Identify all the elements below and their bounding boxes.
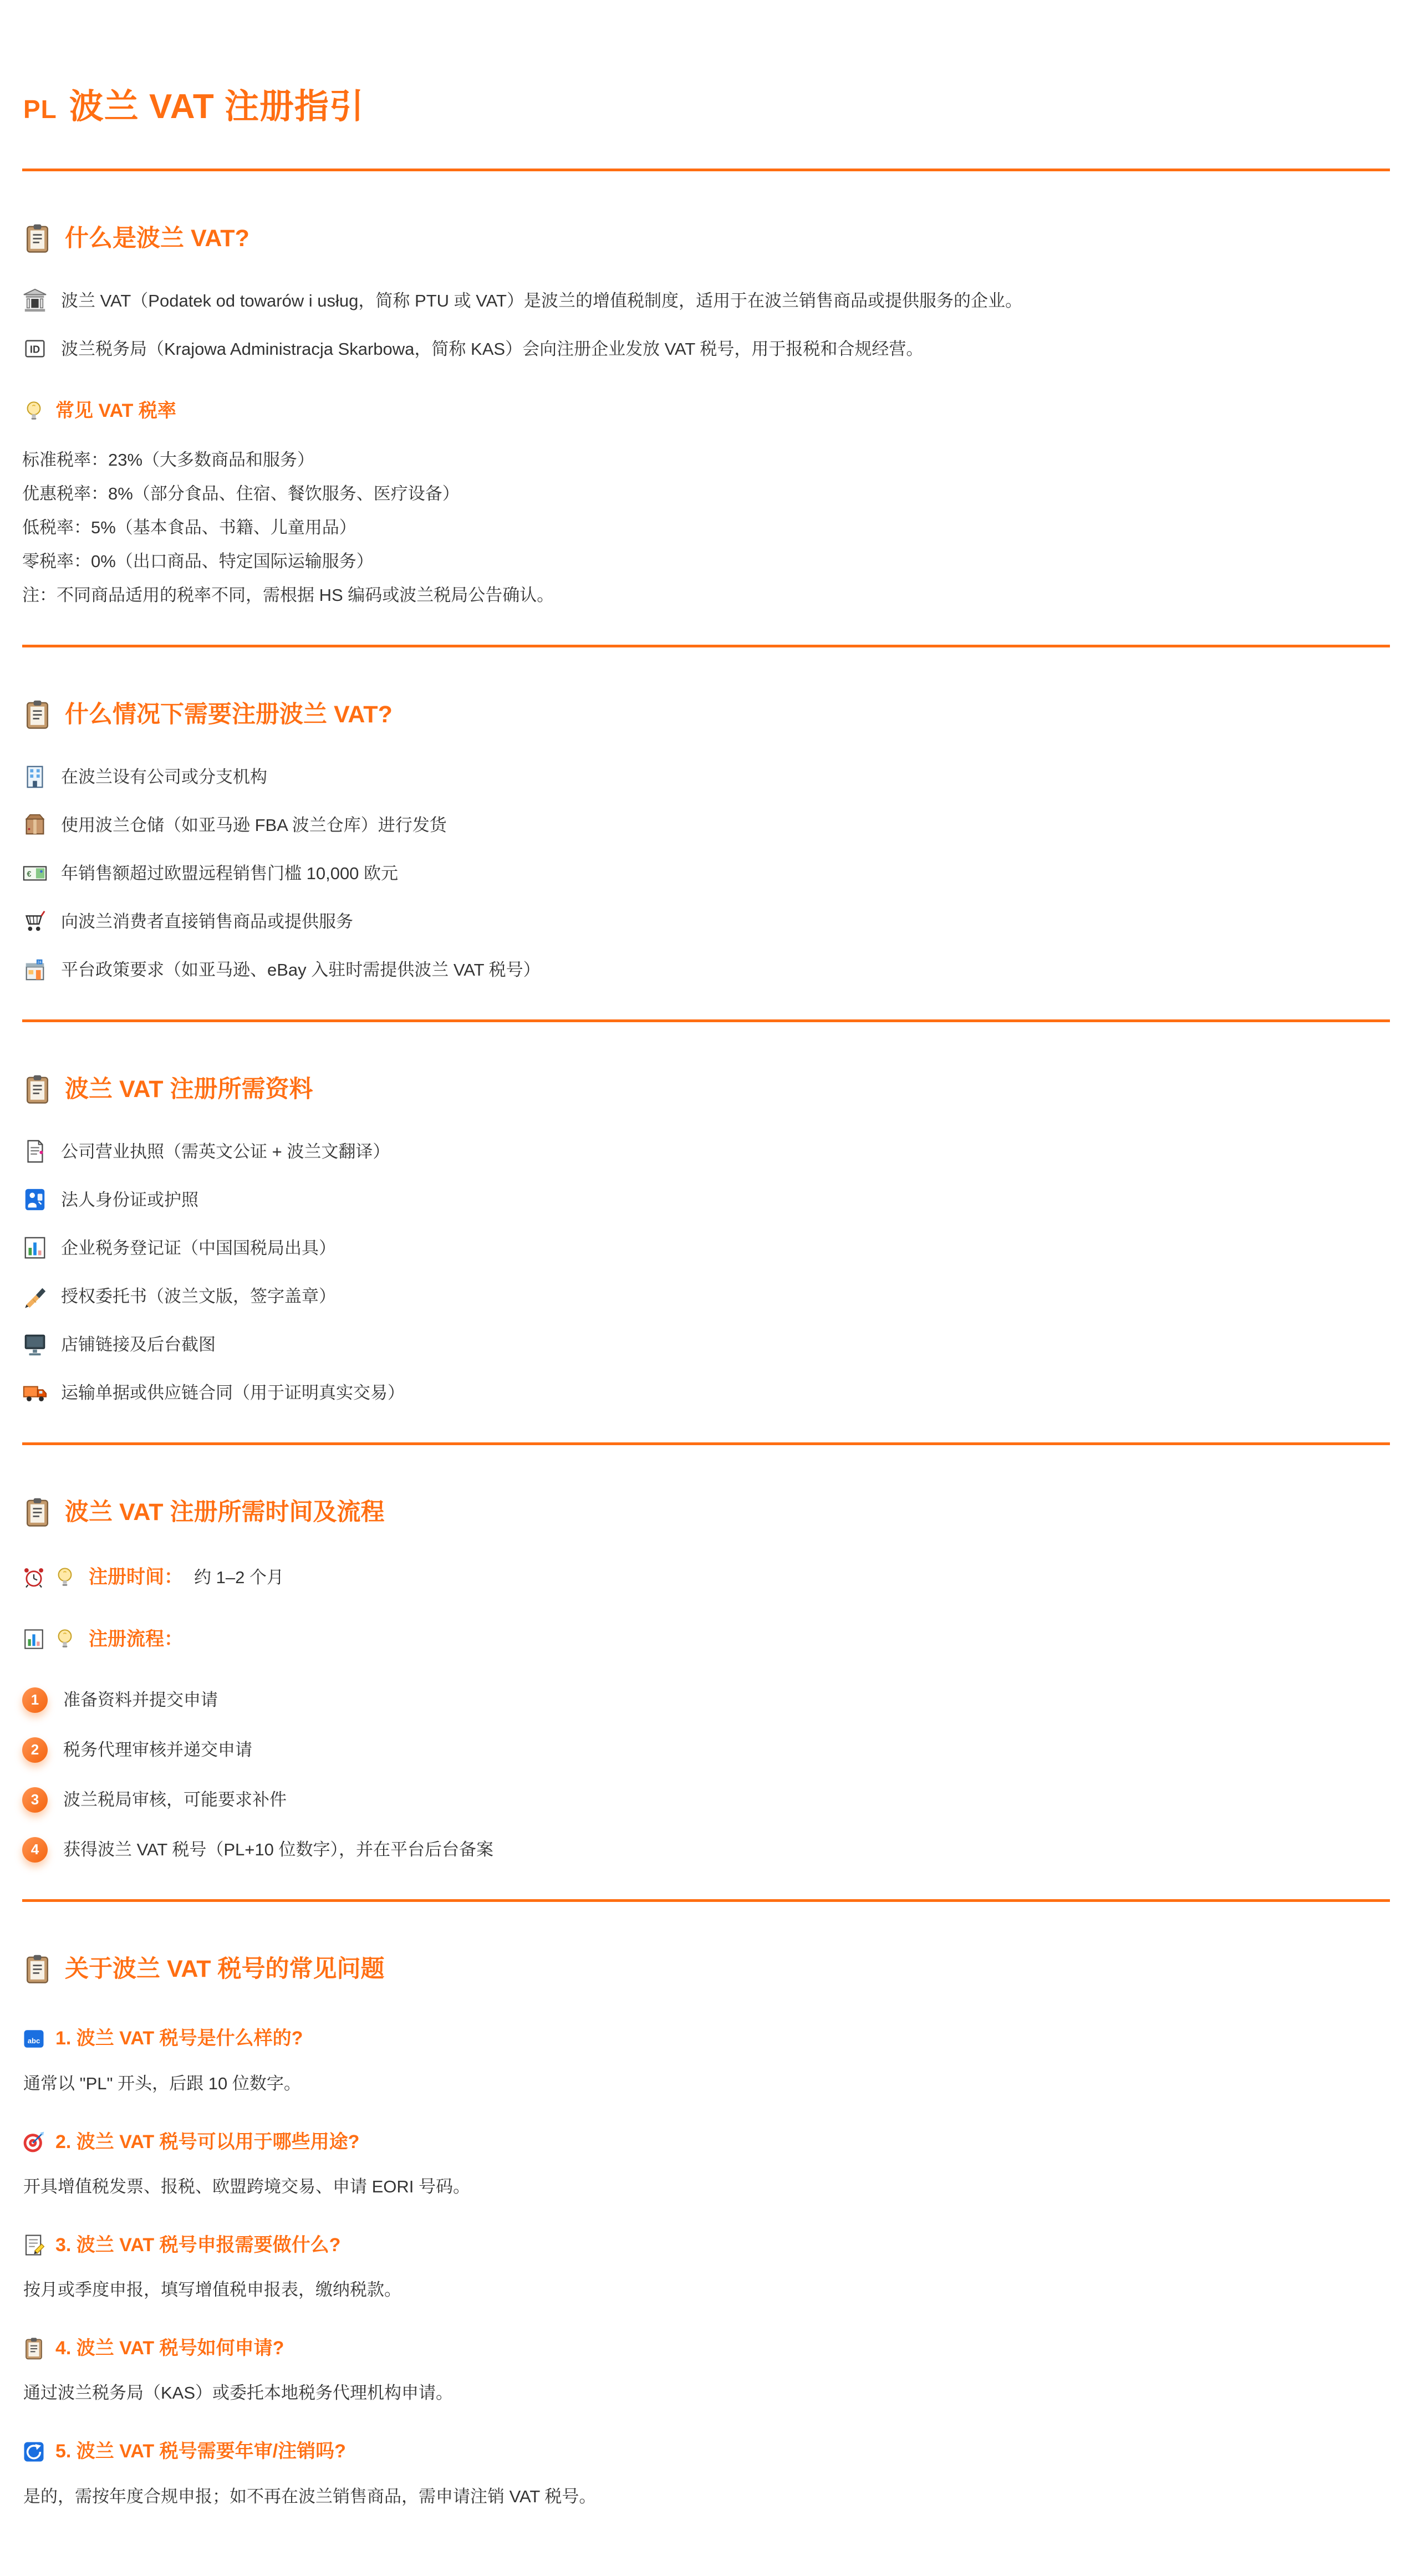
process-step [22, 1737, 1390, 1763]
shopping-cart-icon [22, 909, 48, 934]
paragraph-text: 波兰税务局（Krajowa Administracja Skarbowa，简称 KAS）会向注册企业发放 VAT 税号，用于报税和合规经营。 [61, 339, 924, 359]
vat-guide-page [22, 82, 1390, 2509]
classical-building-icon [22, 288, 48, 313]
rate-line: 标准税率：23%（大多数商品和服务） [22, 450, 315, 470]
faq-question [22, 2438, 1390, 2465]
section-faq [22, 1952, 1390, 2509]
faq-question-text: 4. 波兰 VAT 税号如何申请? [55, 2338, 284, 2359]
faq-question-text: 3. 波兰 VAT 税号申报需要做什么? [55, 2234, 341, 2256]
page-title-prefix: PL [23, 95, 57, 124]
section-heading-required-documents [22, 1072, 1390, 1106]
list-item [22, 1332, 1390, 1358]
section-required-documents [22, 1072, 1390, 1406]
section-divider [22, 1899, 1390, 1902]
section-time-and-process [22, 1495, 1390, 1863]
step-number-badge: 3 [22, 1787, 48, 1813]
clipboard-icon [22, 1497, 53, 1528]
section-when-to-register [22, 697, 1390, 983]
list-item [22, 1380, 1390, 1406]
registration-process-label: 注册流程： [89, 1628, 183, 1650]
list-item-text: 运输单据或供应链合同（用于证明真实交易） [61, 1383, 405, 1403]
section-heading-text: 什么是波兰 VAT? [65, 225, 249, 252]
svg-text:abc: abc [27, 2036, 40, 2045]
faq-answer: 是的，需按年度合规申报；如不再在波兰销售商品，需申请注销 VAT 税号。 [23, 2486, 597, 2506]
faq-question [22, 2232, 1390, 2259]
paragraph-row [22, 336, 1390, 362]
registration-process-row [22, 1626, 1390, 1653]
section-heading-time-and-process [22, 1495, 1390, 1529]
list-item [22, 1187, 1390, 1213]
step-number-badge: 1 [22, 1687, 48, 1713]
list-item-text: 使用波兰仓储（如亚马逊 FBA 波兰仓库）进行发货 [61, 815, 447, 835]
faq-question [22, 2025, 1390, 2052]
faq-answer: 按月或季度申报，填写增值税申报表，缴纳税款。 [23, 2280, 401, 2300]
rate-line: 零税率：0%（出口商品、特定国际运输服务） [22, 552, 374, 572]
clipboard-icon [22, 2337, 45, 2360]
svg-text:24: 24 [37, 960, 42, 965]
section-heading-when-to-register [22, 697, 1390, 732]
section-heading-text: 关于波兰 VAT 税号的常见问题 [65, 1956, 385, 1983]
delivery-truck-icon [22, 1380, 48, 1405]
light-bulb-icon [53, 1566, 77, 1589]
list-item [22, 957, 1390, 983]
bar-chart-icon [22, 1628, 45, 1651]
alarm-clock-icon [22, 1566, 45, 1589]
step-number-badge: 4 [22, 1837, 48, 1863]
paragraph-text: 波兰 VAT（Podatek od towarów i usług，简称 PTU 或 VAT）是波兰的增值税制度，适用于在波兰销售商品或提供服务的企业。 [61, 291, 1022, 311]
list-item [22, 1283, 1390, 1309]
section-divider [22, 1019, 1390, 1022]
list-item [22, 860, 1390, 886]
process-step [22, 1687, 1390, 1713]
list-item-text: 店铺链接及后台截图 [61, 1335, 216, 1355]
process-step [22, 1837, 1390, 1863]
section-heading-text: 波兰 VAT 注册所需资料 [65, 1076, 313, 1103]
list-item-text: 年销售额超过欧盟远程销售门槛 10,000 欧元 [61, 864, 399, 884]
faq-question-text: 1. 波兰 VAT 税号是什么样的? [55, 2028, 303, 2049]
section-heading-what-is-vat [22, 221, 1390, 256]
dart-icon [22, 2130, 45, 2154]
euro-banknote-icon [22, 860, 48, 886]
page-title [23, 82, 1390, 132]
list-item [22, 1139, 1390, 1165]
section-heading-faq [22, 1952, 1390, 1986]
desktop-computer-icon [22, 1332, 48, 1357]
registration-time-value: 约 1–2 个月 [194, 1567, 284, 1587]
section-heading-text: 波兰 VAT 注册所需时间及流程 [65, 1499, 385, 1526]
list-item [22, 909, 1390, 935]
faq-question-text: 2. 波兰 VAT 税号可以用于哪些用途? [55, 2131, 360, 2152]
memo-icon [22, 2233, 45, 2257]
passport-control-icon [22, 1187, 48, 1212]
step-text: 税务代理审核并递交申请 [63, 1740, 252, 1759]
document-icon [22, 1139, 48, 1164]
list-item [22, 764, 1390, 790]
office-building-icon [22, 764, 48, 789]
clipboard-icon [22, 1954, 53, 1985]
clipboard-icon [22, 700, 53, 730]
faq-question [22, 2335, 1390, 2362]
svg-text:€: € [27, 870, 32, 880]
step-text: 获得波兰 VAT 税号（PL+10 位数字），并在平台后台备案 [63, 1839, 493, 1859]
step-text: 准备资料并提交申请 [63, 1690, 218, 1710]
subheading-vat-rates [22, 397, 1390, 425]
counterclockwise-arrows-icon [22, 2440, 45, 2463]
package-icon [22, 812, 48, 838]
rate-note: 注：不同商品适用的税率不同，需根据 HS 编码或波兰税局公告确认。 [22, 585, 554, 605]
page-title-main: 波兰 VAT 注册指引 [69, 88, 365, 126]
writing-hand-icon [22, 1283, 48, 1309]
paragraph-row [22, 288, 1390, 314]
list-item-text: 公司营业执照（需英文公证 + 波兰文翻译） [61, 1142, 390, 1162]
list-item-text: 企业税务登记证（中国国税局出具） [61, 1238, 336, 1258]
convenience-store-icon [22, 957, 48, 982]
faq-question [22, 2129, 1390, 2156]
faq-answer: 通过波兰税务局（KAS）或委托本地税务代理机构申请。 [23, 2383, 454, 2403]
list-item-text: 向波兰消费者直接销售商品或提供服务 [61, 912, 353, 932]
section-divider [22, 645, 1390, 647]
id-button-icon [22, 336, 48, 361]
list-item-text: 法人身份证或护照 [61, 1190, 198, 1210]
rate-line: 低税率：5%（基本食品、书籍、儿童用品） [22, 518, 356, 538]
subheading-text: 常见 VAT 税率 [55, 400, 176, 422]
registration-time-row [22, 1564, 1390, 1591]
section-what-is-vat [22, 221, 1390, 608]
process-step [22, 1787, 1390, 1813]
list-item-text: 平台政策要求（如亚马逊、eBay 入驻时需提供波兰 VAT 税号） [61, 960, 541, 980]
faq-answer: 通常以 "PL" 开头，后跟 10 位数字。 [23, 2073, 301, 2093]
list-item-text: 在波兰设有公司或分支机构 [61, 767, 267, 787]
section-divider [22, 1442, 1390, 1445]
light-bulb-icon [22, 400, 45, 423]
clipboard-icon [22, 223, 53, 254]
list-item [22, 812, 1390, 838]
section-heading-text: 什么情况下需要注册波兰 VAT? [65, 701, 393, 728]
faq-question-text: 5. 波兰 VAT 税号需要年审/注销吗? [55, 2441, 346, 2462]
bar-chart-icon [22, 1235, 48, 1261]
list-item-text: 授权委托书（波兰文版，签字盖章） [61, 1287, 336, 1307]
list-item [22, 1235, 1390, 1261]
rate-line: 优惠税率：8%（部分食品、住宿、餐饮服务、医疗设备） [22, 484, 460, 504]
clipboard-icon [22, 1074, 53, 1105]
abc-input-icon [22, 2027, 45, 2050]
registration-time-label: 注册时间： [89, 1567, 183, 1588]
step-text: 波兰税局审核，可能要求补件 [63, 1789, 287, 1809]
section-divider [22, 169, 1390, 171]
step-number-badge: 2 [22, 1737, 48, 1763]
light-bulb-icon [53, 1628, 77, 1651]
svg-text:ID: ID [29, 344, 40, 355]
faq-answer: 开具增值税发票、报税、欧盟跨境交易、申请 EORI 号码。 [23, 2176, 471, 2196]
